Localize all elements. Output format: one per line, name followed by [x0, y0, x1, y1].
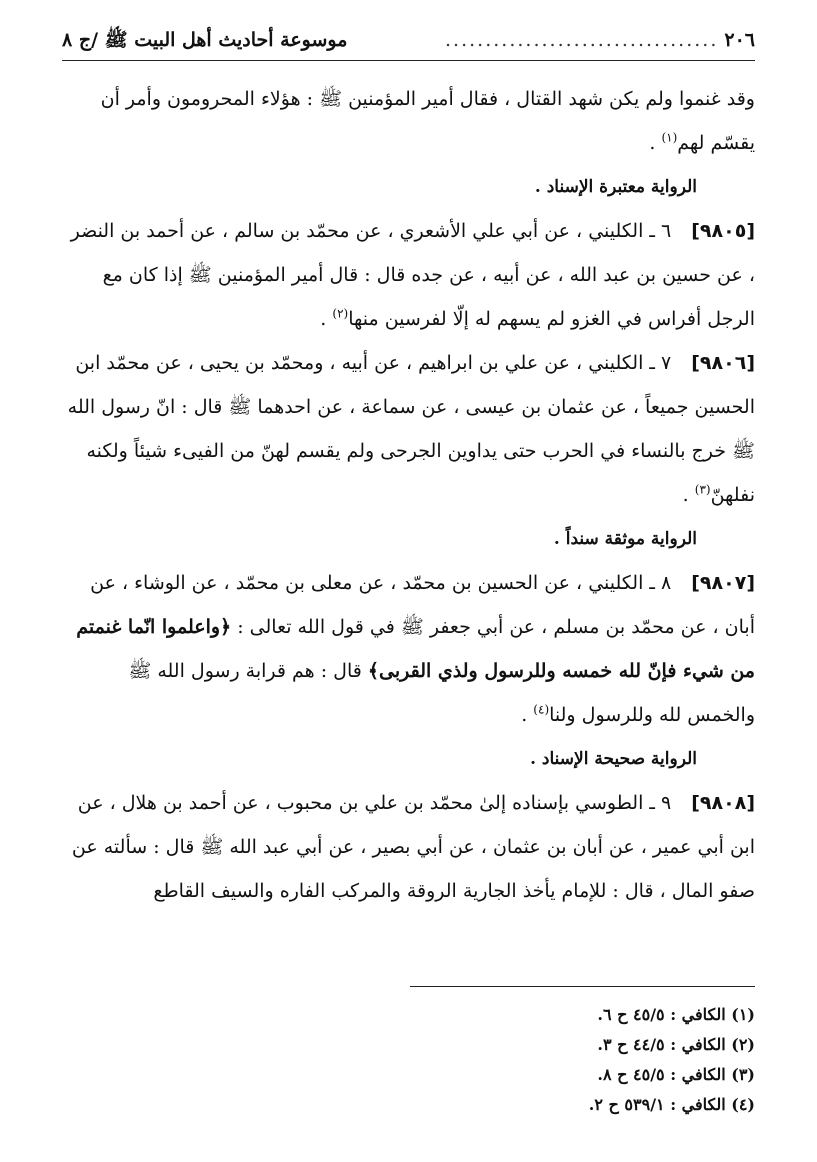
- hadith-number: [٩٨٠٥]: [691, 220, 755, 242]
- running-header: [62, 22, 755, 58]
- hadith-text: [62, 209, 755, 341]
- footnote-1: (١) الكافي : ٤٥/٥ ح ٦.: [597, 1005, 755, 1024]
- hadith-body: ٧ ـ الكليني ، عن علي بن ابراهيم ، عن أبيه ، ومحمّد بن يحيى ، عن محمّد ابن الحسين جميعاً ، عن عثمان بن عيسى ، عن سماعة ، عن احدهما ﷺ قال : انّ رسول الله ﷺ خرج بالنساء في الحرب حتى يداوين الجرحى ولم يقسم لهنّ من الفيىء شيئاً ولكنه نفلهنّ: [67, 352, 755, 506]
- hadith-verdict: الرواية موثقة سنداً .: [553, 529, 697, 549]
- hadith-verdict: الرواية صحيحة الإسناد .: [530, 749, 697, 769]
- page-number: ٢٠٦: [724, 29, 755, 51]
- page-body: [62, 22, 755, 913]
- header-rule: [62, 60, 755, 61]
- footnote-ref-2: (٢): [332, 306, 349, 321]
- footnotes: [410, 1000, 755, 1120]
- intro-end: .: [649, 132, 662, 154]
- footnote-ref-4: (٤): [533, 702, 550, 717]
- footnote-3: (٣) الكافي : ٤٥/٥ ح ٨.: [597, 1065, 755, 1084]
- intro-verdict: الرواية معتبرة الإسناد .: [534, 177, 697, 197]
- footnote-ref-1: (١): [661, 130, 678, 145]
- hadith-body: ٦ ـ الكليني ، عن أبي علي الأشعري ، عن محمّد بن سالم ، عن أحمد بن النضر ، عن حسين بن عبد الله ، عن أبيه ، عن جده قال : قال أمير المؤمنين ﷺ إذا كان مع الرجل أفراس في الغزو لم يسهم له إلّا لفرسين منها: [70, 220, 755, 330]
- footnote-rule: [410, 986, 755, 987]
- hadith-text: [62, 341, 755, 517]
- footnote-ref-3: (٣): [694, 482, 711, 497]
- hadith-end: .: [320, 308, 333, 330]
- hadith-number: [٩٨٠٦]: [691, 352, 755, 374]
- quran-quote: ﴿واعلموا انّما غنمتم من شيء فإنّ لله خمسه وللرسول ولذي القربى﴾: [76, 616, 755, 682]
- running-title: موسوعة أحاديث أهل البيت ﷺ /ج ٨: [62, 29, 348, 51]
- hadith-text: [62, 561, 755, 737]
- header-leader-dots: ..................................: [445, 29, 719, 51]
- footnote-2: (٢) الكافي : ٤٤/٥ ح ٣.: [597, 1035, 755, 1054]
- footnote-4: (٤) الكافي : ٥٣٩/١ ح ٢.: [588, 1095, 755, 1114]
- hadith-end: .: [682, 484, 695, 506]
- hadith-end: .: [521, 704, 534, 726]
- hadith-9805: [62, 209, 755, 341]
- intro-paragraph: [62, 77, 755, 165]
- hadith-number: [٩٨٠٨]: [691, 792, 755, 814]
- hadith-9807: [62, 561, 755, 781]
- hadith-9808: [62, 781, 755, 913]
- hadith-body-before: ٨ ـ الكليني ، عن الحسين بن محمّد ، عن معلى بن محمّد ، عن الوشاء ، عن أبان ، عن محمّد بن مسلم ، عن أبي جعفر ﷺ في قول الله تعالى :: [90, 572, 755, 638]
- intro-text: وقد غنموا ولم يكن شهد القتال ، فقال أمير المؤمنين ﷺ : هؤلاء المحرومون وأمر أن يقسّم لهم: [100, 88, 755, 154]
- hadith-number: [٩٨٠٧]: [691, 572, 755, 594]
- hadith-body: ٩ ـ الطوسي بإسناده إلىٰ محمّد بن علي بن محبوب ، عن أحمد بن هلال ، عن ابن أبي عمير ، عن أبان بن عثمان ، عن أبي بصير ، عن أبي عبد الله ﷺ قال : سألته عن صفو المال ، قال : للإمام يأخذ الجارية الروقة والمركب الفاره والسيف القاطع: [71, 792, 755, 902]
- hadith-9806: [62, 341, 755, 561]
- hadith-text: [62, 781, 755, 913]
- hadith-body-after: قال : هم قرابة رسول الله ﷺ والخمس لله وللرسول ولنا: [128, 660, 755, 726]
